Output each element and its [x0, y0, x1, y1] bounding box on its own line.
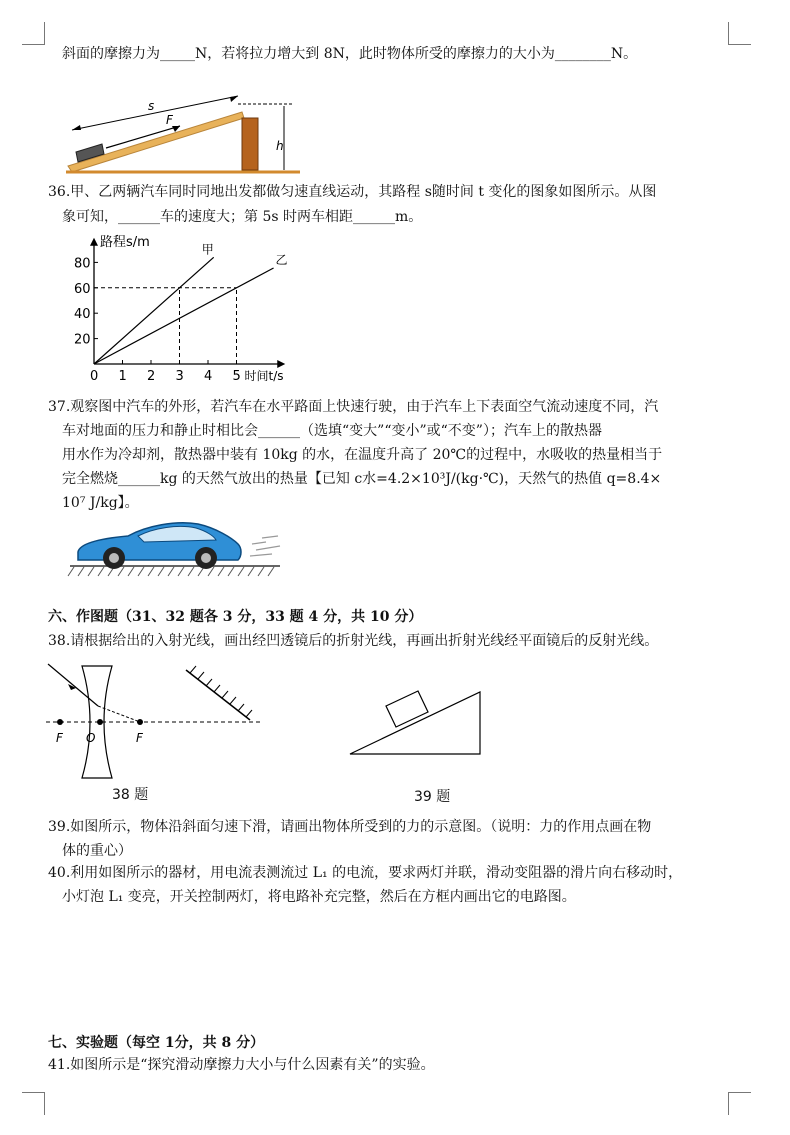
plane-mirror	[186, 670, 250, 720]
x-tick-label-3: 3	[175, 369, 184, 384]
support-block	[242, 118, 258, 170]
incline-board	[68, 112, 244, 172]
left-focus-point	[57, 719, 63, 725]
y-tick-label-40: 40	[74, 307, 91, 323]
chart-series-lines	[94, 242, 288, 364]
y-tick-label-60: 60	[74, 281, 91, 297]
distance-arrowhead-left	[72, 125, 81, 130]
q41-text: 41.如图所示是“探究滑动摩擦力大小与什么因素有关”的实验。	[48, 1057, 435, 1073]
q35-continuation: 斜面的摩擦力为_____N，若将拉力增大到 8N，此时物体所受的摩擦力的大小为________N。	[62, 46, 638, 62]
q37-line3: 用水作为冷却剂，散热器中装有 10kg 的水，在温度升高了 20℃的过程中，水吸收的热量相当于	[62, 447, 663, 463]
series-line-0	[94, 257, 214, 364]
q36-line1: 36.甲、乙两辆汽车同时同地出发都做匀速直线运动，其路程 s随时间 t 变化的图象如图所示。从图	[48, 184, 657, 200]
optical-center-label: O	[86, 731, 96, 745]
force-label: F	[166, 113, 173, 127]
chart-y-axis-label: 路程s/m	[100, 235, 150, 250]
concave-lens-figure	[40, 660, 270, 780]
inclined-plane-figure	[346, 674, 486, 758]
q40-line2: 小灯泡 L₁ 变亮，开关控制两灯，将电路补充完整，然后在方框内画出它的电路图。	[62, 889, 576, 905]
distance-time-chart	[60, 228, 310, 393]
q39-line2: 体的重心）	[62, 843, 132, 859]
block-on-slope	[386, 691, 428, 727]
q37-line1: 37.观察图中汽车的外形，若汽车在水平路面上快速行驶，由于汽车上下表面空气流动速度不同，汽	[48, 399, 659, 415]
q39-line1: 39.如图所示，物体沿斜面匀速下滑，请画出物体所受到的力的示意图。（说明：力的作用点画在物	[48, 819, 652, 835]
x-tick-label-0: 0	[90, 369, 99, 384]
optical-center-point	[97, 719, 103, 725]
right-focus-point	[137, 719, 143, 725]
incident-ray	[48, 664, 98, 706]
x-axis-arrowhead	[277, 360, 285, 368]
crop-mark-bottom-right	[728, 1092, 751, 1115]
chart-x-axis-label: 时间t/s	[244, 369, 284, 383]
y-tick-label-80: 80	[74, 256, 91, 272]
figure-39-caption: 39 题	[414, 789, 451, 805]
right-focus-label: F	[136, 731, 143, 745]
x-tick-label-1: 1	[118, 369, 127, 384]
height-label: h	[276, 139, 284, 153]
left-focus-label: F	[56, 731, 63, 745]
sports-car-figure	[66, 514, 306, 580]
series-label-0: 甲	[201, 242, 214, 257]
series-line-1	[94, 268, 274, 364]
x-tick-label-5: 5	[232, 369, 241, 384]
road-hatching	[68, 567, 274, 576]
chart-tick-labels	[74, 256, 241, 384]
y-axis-arrowhead	[90, 238, 98, 246]
q37-line4: 完全燃烧______kg 的天然气放出的热量【已知 c水=4.2×10³J/(kg·℃)，天然气的热值 q=8.4×	[62, 471, 662, 487]
distance-arrowhead-right	[230, 96, 238, 102]
crop-mark-bottom-left	[22, 1092, 45, 1115]
section-7-heading: 七、实验题（每空 1分，共 8 分）	[48, 1035, 265, 1051]
q38-text: 38.请根据给出的入射光线，画出经凹透镜后的折射光线，再画出折射光线经平面镜后的反射光线。	[48, 633, 659, 649]
q37-line5: 10⁷ J/kg】。	[62, 495, 139, 511]
mirror-hatching	[190, 666, 252, 717]
series-label-1: 乙	[275, 252, 288, 267]
q37-line2: 车对地面的压力和静止时相比会______（选填“变大”“变小”或“不变”）；汽车上的散热器	[62, 423, 602, 439]
y-tick-label-20: 20	[74, 332, 91, 348]
figure-38-caption: 38 题	[112, 787, 149, 803]
x-tick-label-4: 4	[204, 369, 213, 384]
distance-label: s	[148, 99, 155, 113]
motion-lines	[250, 536, 280, 556]
q36-line2: 象可知，______车的速度大；第 5s 时两车相距______m。	[62, 209, 423, 225]
x-tick-label-2: 2	[147, 369, 156, 384]
section-6-heading: 六、作图题（31、32 题各 3 分，33 题 4 分，共 10 分）	[48, 609, 423, 625]
crop-mark-top-left	[22, 22, 45, 45]
crop-mark-top-right	[728, 22, 751, 45]
chart-axes	[90, 238, 285, 368]
incline-figure	[62, 94, 312, 176]
q40-line1: 40.利用如图所示的器材，用电流表测流过 L₁ 的电流，要求两灯并联，滑动变阻器的滑片向右移动时，	[48, 865, 683, 881]
